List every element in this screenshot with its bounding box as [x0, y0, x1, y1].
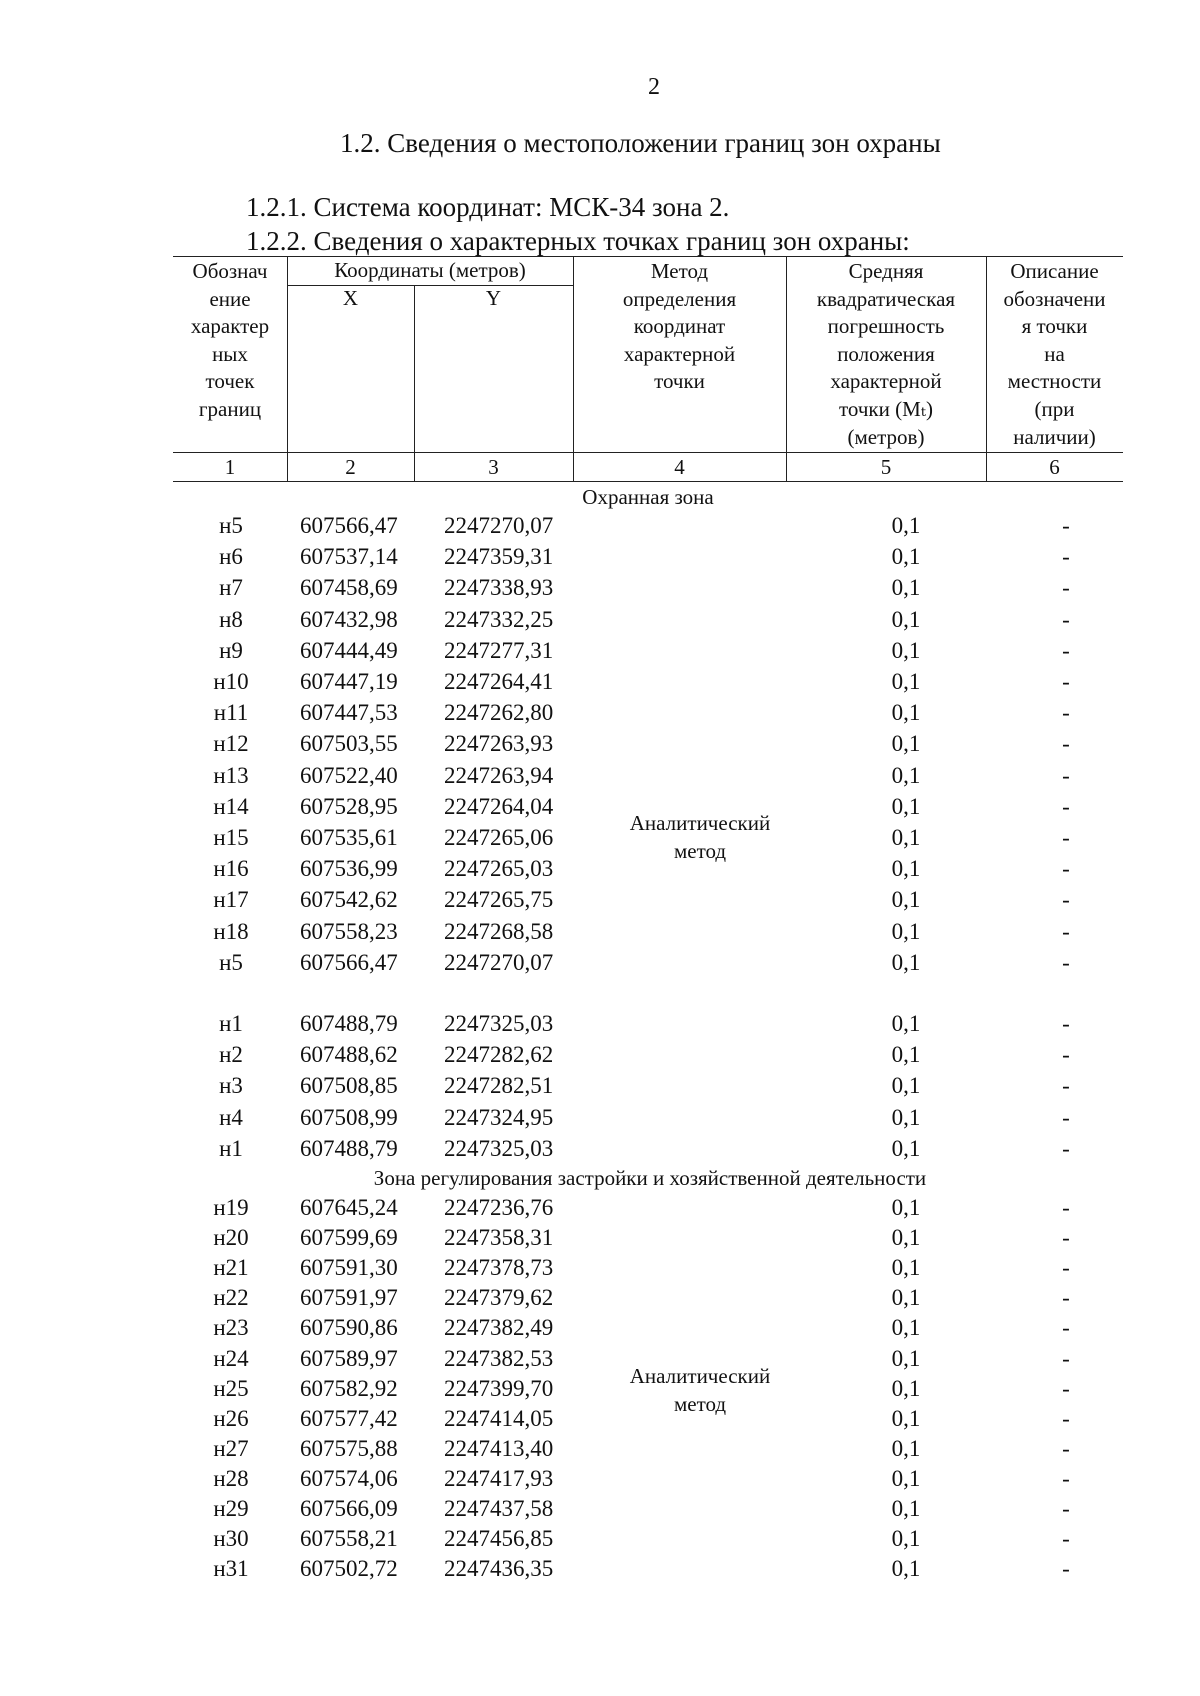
point-description: -	[1062, 1526, 1070, 1552]
point-description: -	[1062, 762, 1070, 788]
rms-error: 0,1	[891, 793, 921, 819]
table-row	[0, 1039, 1200, 1070]
table-row	[0, 884, 1200, 915]
point-description: -	[1062, 1104, 1070, 1130]
point-name: н16	[213, 856, 249, 882]
coord-x: 607535,61	[300, 825, 398, 850]
point-description: -	[1062, 575, 1070, 601]
table-row	[0, 1008, 1200, 1039]
table-row	[0, 853, 1200, 884]
table-row	[0, 1102, 1200, 1133]
table-row	[0, 1523, 1200, 1554]
coord-y: 2247358,31	[444, 1225, 554, 1251]
table-row	[0, 791, 1200, 822]
rms-error: 0,1	[891, 1285, 921, 1311]
point-name: н30	[213, 1526, 249, 1552]
point-description: -	[1062, 1465, 1070, 1491]
point-name: н27	[213, 1435, 249, 1461]
table-row	[0, 1282, 1200, 1313]
point-name: н13	[213, 762, 249, 788]
coord-y: 2247332,25	[444, 606, 554, 632]
point-description: -	[1062, 825, 1070, 850]
rms-error: 0,1	[891, 887, 921, 913]
table-row	[0, 916, 1200, 947]
point-name: н24	[213, 1345, 249, 1371]
point-description: -	[1062, 669, 1070, 694]
rms-error: 0,1	[891, 1465, 921, 1491]
table-row	[0, 947, 1200, 978]
coord-x: 607566,09	[300, 1496, 398, 1521]
header-bottom-rule	[173, 452, 1123, 453]
rms-error: 0,1	[891, 856, 921, 882]
rms-error: 0,1	[891, 1195, 921, 1220]
rms-error: 0,1	[891, 1255, 921, 1281]
point-description: -	[1062, 1556, 1070, 1582]
coord-x: 607577,42	[300, 1405, 398, 1431]
point-name: н9	[219, 637, 243, 663]
coord-x: 607508,85	[300, 1073, 398, 1099]
coord-y: 2247282,51	[444, 1073, 554, 1099]
rms-error: 0,1	[891, 1011, 921, 1036]
table-row	[0, 604, 1200, 635]
rms-error: 0,1	[891, 669, 921, 694]
coord-x: 607488,79	[300, 1135, 398, 1161]
point-name: н1	[219, 1135, 243, 1161]
coord-y: 2247262,80	[444, 700, 554, 726]
point-description: -	[1062, 700, 1070, 726]
coord-y: 2247324,95	[444, 1104, 554, 1130]
header-description: Описание обозначени я точки на местности (при наличии)	[1003, 259, 1106, 449]
coord-x: 607432,98	[300, 606, 398, 632]
rms-error: 0,1	[891, 731, 921, 757]
coord-y: 2247378,73	[444, 1255, 554, 1281]
coord-y: 2247359,31	[444, 544, 554, 570]
point-description: -	[1062, 513, 1070, 538]
coord-y: 2247270,07	[444, 513, 554, 538]
point-description: -	[1062, 1011, 1070, 1036]
rms-error: 0,1	[891, 762, 921, 788]
rms-error: 0,1	[891, 1135, 921, 1161]
point-description: -	[1062, 1496, 1070, 1521]
point-name: н20	[213, 1225, 249, 1251]
coord-x: 607566,47	[300, 513, 398, 538]
point-description: -	[1062, 1285, 1070, 1311]
rms-error: 0,1	[891, 513, 921, 538]
coord-y: 2247382,49	[444, 1315, 554, 1341]
point-description: -	[1062, 918, 1070, 944]
point-name: н3	[219, 1073, 243, 1099]
table-row	[0, 760, 1200, 791]
point-description: -	[1062, 1405, 1070, 1431]
point-description: -	[1062, 1135, 1070, 1161]
table-row	[0, 1312, 1200, 1343]
coord-y: 2247282,62	[444, 1042, 554, 1068]
coord-x: 607458,69	[300, 575, 398, 601]
rms-error: 0,1	[891, 1375, 921, 1401]
coord-y: 2247265,06	[444, 825, 554, 850]
header-point-designation: Обознач ение характер ных точек границ	[190, 259, 270, 421]
column-numbers-rule	[173, 481, 1123, 482]
coord-x: 607488,79	[300, 1011, 398, 1036]
point-name: н25	[213, 1375, 249, 1401]
column-number-3: 3	[488, 455, 499, 479]
header-coordinates: Координаты (метров)	[334, 258, 526, 282]
point-description: -	[1062, 544, 1070, 570]
coord-y: 2247265,03	[444, 856, 554, 882]
point-description: -	[1062, 1255, 1070, 1281]
coord-y: 2247437,58	[444, 1496, 554, 1521]
point-name: н17	[213, 887, 249, 913]
rms-error: 0,1	[891, 1225, 921, 1251]
coord-x: 607574,06	[300, 1465, 398, 1491]
zone-title-regulation: Зона регулирования застройки и хозяйственной деятельности	[373, 1166, 927, 1190]
point-description: -	[1062, 606, 1070, 632]
table-row	[0, 572, 1200, 603]
coord-x: 607599,69	[300, 1225, 398, 1251]
header-y: Y	[485, 286, 502, 310]
column-number-4: 4	[674, 455, 685, 479]
coord-y: 2247277,31	[444, 637, 554, 663]
zone-1-method: Аналитический метод	[629, 811, 771, 863]
rms-error: 0,1	[891, 918, 921, 944]
coord-x: 607536,99	[300, 856, 398, 882]
point-name: н6	[219, 544, 243, 570]
point-name: н31	[213, 1556, 249, 1582]
point-name: н15	[213, 825, 249, 850]
coord-y: 2247263,94	[444, 762, 554, 788]
table-row	[0, 822, 1200, 853]
coord-x: 607522,40	[300, 762, 398, 788]
table-row	[0, 510, 1200, 541]
column-number-2: 2	[345, 455, 356, 479]
point-name: н26	[213, 1405, 249, 1431]
rms-error: 0,1	[891, 1435, 921, 1461]
point-name: н2	[219, 1042, 243, 1068]
col-divider-2	[414, 285, 415, 481]
point-name: н1	[219, 1011, 243, 1036]
table-row	[0, 1343, 1200, 1374]
point-name: н11	[213, 700, 249, 726]
coord-x: 607537,14	[300, 544, 398, 570]
coord-x: 607558,23	[300, 918, 398, 944]
rms-error: 0,1	[891, 1405, 921, 1431]
point-name: н18	[213, 918, 249, 944]
header-rms-error: Средняя квадратическая погрешность положения характерной точки (Mₜ) (метров)	[816, 259, 956, 449]
coord-y: 2247236,76	[444, 1195, 554, 1220]
point-name: н14	[213, 793, 249, 819]
coord-x: 607542,62	[300, 887, 398, 913]
rms-error: 0,1	[891, 1073, 921, 1099]
point-description: -	[1062, 949, 1070, 975]
table-row	[0, 1070, 1200, 1101]
table-row	[0, 1433, 1200, 1464]
point-description: -	[1062, 1073, 1070, 1099]
coordinate-system-heading: 1.2.1. Система координат: МСК-34 зона 2.	[246, 192, 730, 222]
rms-error: 0,1	[891, 949, 921, 975]
point-name: н7	[219, 575, 243, 601]
coord-x: 607503,55	[300, 731, 398, 757]
point-name: н22	[213, 1285, 249, 1311]
rms-error: 0,1	[891, 1556, 921, 1582]
coord-x: 607582,92	[300, 1375, 398, 1401]
table-row	[0, 1403, 1200, 1434]
table-row	[0, 1373, 1200, 1404]
table-row	[0, 728, 1200, 759]
rms-error: 0,1	[891, 1315, 921, 1341]
column-number-5: 5	[880, 455, 892, 479]
coord-x: 607591,30	[300, 1255, 398, 1281]
point-name: н28	[213, 1465, 249, 1491]
header-method: Метод определения координат характерной точки	[622, 259, 737, 394]
table-row	[0, 1463, 1200, 1494]
rms-error: 0,1	[891, 606, 921, 632]
coord-x: 607589,97	[300, 1345, 398, 1371]
coord-y: 2247325,03	[444, 1011, 554, 1036]
point-name: н8	[219, 606, 243, 632]
point-name: н29	[213, 1496, 249, 1521]
table-row	[0, 1493, 1200, 1524]
table-row	[0, 666, 1200, 697]
page-number: 2	[648, 74, 660, 100]
column-number-1: 1	[224, 455, 236, 479]
point-name: н12	[213, 731, 249, 757]
point-name: н4	[219, 1104, 243, 1130]
coord-x: 607590,86	[300, 1315, 398, 1341]
table-row	[0, 635, 1200, 666]
rms-error: 0,1	[891, 1496, 921, 1521]
coord-y: 2247414,05	[444, 1405, 554, 1431]
coord-y: 2247399,70	[444, 1375, 554, 1401]
rms-error: 0,1	[891, 1104, 921, 1130]
point-description: -	[1062, 637, 1070, 663]
rms-error: 0,1	[891, 1042, 921, 1068]
coord-x: 607566,47	[300, 949, 398, 975]
table-row	[0, 1133, 1200, 1164]
coord-y: 2247325,03	[444, 1135, 554, 1161]
rms-error: 0,1	[891, 637, 921, 663]
column-number-6: 6	[1049, 455, 1060, 479]
coord-x: 607488,62	[300, 1042, 398, 1068]
coord-x: 607528,95	[300, 793, 398, 819]
point-name: н5	[219, 949, 243, 975]
coord-y: 2247264,04	[444, 793, 554, 819]
point-description: -	[1062, 793, 1070, 819]
point-description: -	[1062, 1375, 1070, 1401]
point-name: н23	[213, 1315, 249, 1341]
header-x: X	[342, 286, 359, 310]
rms-error: 0,1	[891, 825, 921, 850]
point-description: -	[1062, 887, 1070, 913]
coord-y: 2247436,35	[444, 1556, 554, 1582]
table-row	[0, 1553, 1200, 1584]
coord-y: 2247338,93	[444, 575, 554, 601]
point-description: -	[1062, 1435, 1070, 1461]
point-description: -	[1062, 1345, 1070, 1371]
coord-x: 607444,49	[300, 637, 398, 663]
rms-error: 0,1	[891, 575, 921, 601]
table-row	[0, 697, 1200, 728]
coord-y: 2247264,41	[444, 669, 554, 694]
coord-y: 2247263,93	[444, 731, 554, 757]
coord-x: 607558,21	[300, 1526, 398, 1552]
table-row	[0, 1192, 1200, 1223]
coord-x: 607447,19	[300, 669, 398, 694]
zone-2-method: Аналитический метод	[629, 1364, 771, 1416]
point-name: н5	[219, 513, 243, 538]
zone-title-protection: Охранная зона	[582, 485, 714, 509]
point-description: -	[1062, 856, 1070, 882]
coord-x: 607502,72	[300, 1556, 398, 1582]
coord-x: 607575,88	[300, 1435, 398, 1461]
rms-error: 0,1	[891, 1526, 921, 1552]
coord-x: 607591,97	[300, 1285, 398, 1311]
point-name: н10	[213, 669, 249, 694]
point-name: н21	[213, 1255, 249, 1281]
point-description: -	[1062, 1225, 1070, 1251]
point-description: -	[1062, 1315, 1070, 1341]
rms-error: 0,1	[891, 1345, 921, 1371]
coord-x: 607645,24	[300, 1195, 398, 1220]
rms-error: 0,1	[891, 700, 921, 726]
characteristic-points-heading: 1.2.2. Сведения о характерных точках границ зон охраны:	[246, 226, 910, 256]
table-row	[0, 1252, 1200, 1283]
coord-y: 2247268,58	[444, 918, 554, 944]
coord-y: 2247270,07	[444, 949, 554, 975]
coord-x: 607447,53	[300, 700, 398, 726]
coord-y: 2247379,62	[444, 1285, 554, 1311]
point-description: -	[1062, 731, 1070, 757]
point-description: -	[1062, 1042, 1070, 1068]
point-name: н19	[213, 1195, 249, 1220]
coord-y: 2247417,93	[444, 1465, 554, 1491]
coord-y: 2247413,40	[444, 1435, 554, 1461]
coord-y: 2247265,75	[444, 887, 554, 913]
table-row	[0, 1222, 1200, 1253]
coord-y: 2247382,53	[444, 1345, 554, 1371]
table-row	[0, 541, 1200, 572]
coord-y: 2247456,85	[444, 1526, 554, 1552]
section-title: 1.2. Сведения о местоположении границ зон охраны	[340, 128, 941, 158]
point-description: -	[1062, 1195, 1070, 1220]
rms-error: 0,1	[891, 544, 921, 570]
coord-x: 607508,99	[300, 1104, 398, 1130]
